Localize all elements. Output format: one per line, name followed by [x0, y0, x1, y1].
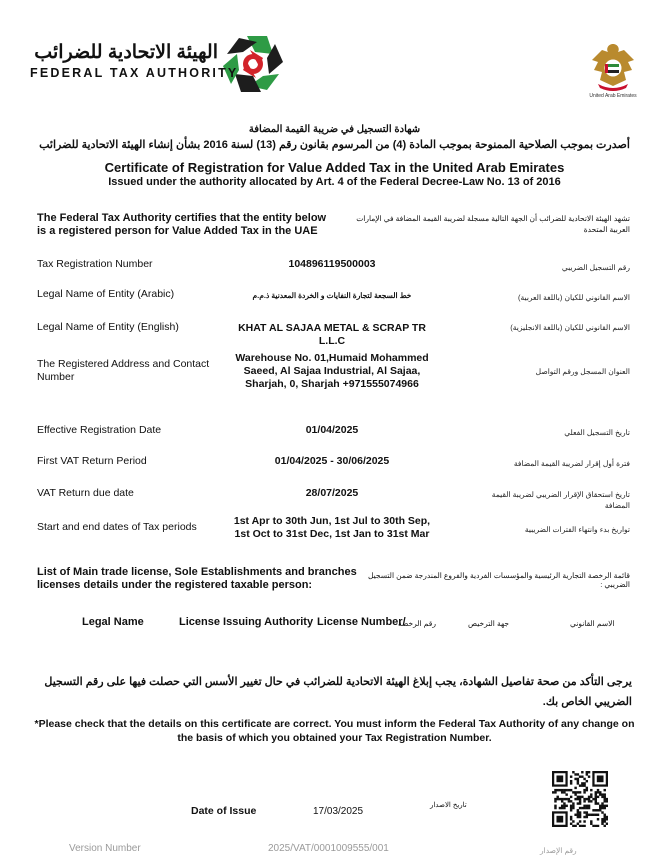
name-arabic-arabic: الاسم القانوني للكيان (باللغة العربية): [518, 293, 630, 302]
logo-english-text: FEDERAL TAX AUTHORITY: [30, 66, 239, 80]
title-english-line1: Certificate of Registration for Value Added Tax in the United Arab Emirates: [104, 160, 565, 175]
trn-arabic: رقم التسجيل الضريبي: [561, 263, 630, 272]
col-issuing-authority: License Issuing Authority: [179, 616, 314, 628]
title-english-line2: Issued under the authority allocated by Art. 4 of the Federal Decree-Law No. 13 of 2016: [108, 176, 561, 188]
due-date-label: VAT Return due date: [37, 487, 134, 499]
version-number-label: Version Number: [69, 843, 141, 854]
logo-arabic-text: الهيئة الاتحادية للضرائب: [34, 42, 218, 63]
notice-english: *Please check that the details on this certificate are correct. You must inform the Federal Tax Authority of any change on the basis of which you obtained your Tax Registration Number.: [34, 718, 635, 744]
col-license-number-arabic: رقم الرخصة: [398, 619, 436, 628]
eff-date-label: Effective Registration Date: [37, 424, 162, 436]
trn-value: 104896119500003: [288, 258, 376, 270]
due-date-arabic: تاريخ استحقاق الإقرار الضريبي لضريبة القيمة المضافة: [491, 490, 630, 510]
fta-logo-icon: [222, 33, 284, 95]
name-english-value: KHAT AL SAJAA METAL & SCRAP TR L.L.C: [238, 322, 426, 347]
due-date-value: 28/07/2025: [305, 487, 359, 499]
date-of-issue-label: Date of Issue: [191, 805, 257, 817]
address-arabic: العنوان المسجل ورقم التواصل: [535, 367, 630, 376]
licenses-heading-english: List of Main trade license, Sole Establishments and branches licenses details under the registered taxable person:: [37, 566, 357, 591]
title-arabic-line2: أصدرت بموجب الصلاحية الممنوحة بموجب المادة (4) من المرسوم بقانون رقم (13) لسنة 2016 بشأن إنشاء الهيئة الاتحادية للضرائب: [39, 139, 630, 151]
qr-code-icon: [552, 771, 608, 827]
uae-emblem-icon: [590, 40, 636, 92]
address-label: The Registered Address and Contact Number: [37, 358, 210, 383]
version-number-value: 2025/VAT/0001009555/001: [268, 843, 389, 854]
first-period-arabic: فترة أول إقرار لضريبة القيمة المضافة: [513, 459, 630, 468]
notice-arabic: يرجى التأكد من صحة تفاصيل الشهادة، يجب إبلاغ الهيئة الاتحادية للضرائب في حال تغيير الأسس التي حصلت فيها على رقم التسجيل الضريبي الخاص بك.: [44, 676, 632, 708]
periods-value: 1st Apr to 30th Jun, 1st Jul to 30th Sep, 1st Oct to 31st Dec, 1st Jan to 31st Mar: [233, 515, 431, 540]
col-license-number: License Number/: [317, 616, 406, 628]
version-number-arabic: رقم الإصدار: [540, 846, 577, 855]
col-legal-name-arabic: الاسم القانوني: [570, 619, 615, 628]
name-english-arabic: الاسم القانوني للكيان (باللغة الانجليزية): [510, 323, 630, 332]
periods-arabic: تواريخ بدء وانتهاء الفترات الضريبية: [524, 525, 630, 534]
date-of-issue-arabic: تاريخ الاصدار: [430, 802, 467, 809]
first-period-label: First VAT Return Period: [37, 455, 147, 467]
intro-arabic: تشهد الهيئة الاتحادية للضرائب أن الجهة التالية مسجلة لضريبة القيمة المضافة في الإمارات العربية المتحدة: [356, 214, 630, 234]
col-issuing-authority-arabic: جهة الترخيص: [468, 619, 510, 628]
name-arabic-label: Legal Name of Entity (Arabic): [37, 288, 175, 300]
name-arabic-value: خط السجعة لتجارة النفايات و الخردة المعدنية ذ.م.م: [252, 291, 412, 300]
trn-label: Tax Registration Number: [37, 258, 153, 270]
col-legal-name: Legal Name: [82, 616, 144, 628]
licenses-heading-arabic: قائمة الرخصة التجارية الرئيسية والمؤسسات الفردية والفروع المندرجة ضمن التسجيل الضريبي :: [367, 571, 630, 589]
intro-english: The Federal Tax Authority certifies that the entity below is a registered person for Value Added Tax in the UAE: [37, 212, 327, 237]
first-period-value: 01/04/2025 - 30/06/2025: [274, 455, 390, 467]
address-value: Warehouse No. 01,Humaid Mohammed Saeed, Al Sajaa Industrial, Al Sajaa, Sharjah, 0, Sharjah +971555074966: [235, 352, 429, 390]
periods-label: Start and end dates of Tax periods: [37, 521, 197, 533]
date-of-issue-value: 17/03/2025: [313, 806, 364, 817]
title-arabic-line1: شهادة التسجيل في ضريبة القيمة المضافة: [248, 124, 421, 135]
name-english-label: Legal Name of Entity (English): [37, 321, 179, 333]
eff-date-arabic: تاريخ التسجيل الفعلي: [564, 428, 630, 437]
emblem-caption: United Arab Emirates: [589, 93, 637, 99]
eff-date-value: 01/04/2025: [305, 424, 359, 436]
